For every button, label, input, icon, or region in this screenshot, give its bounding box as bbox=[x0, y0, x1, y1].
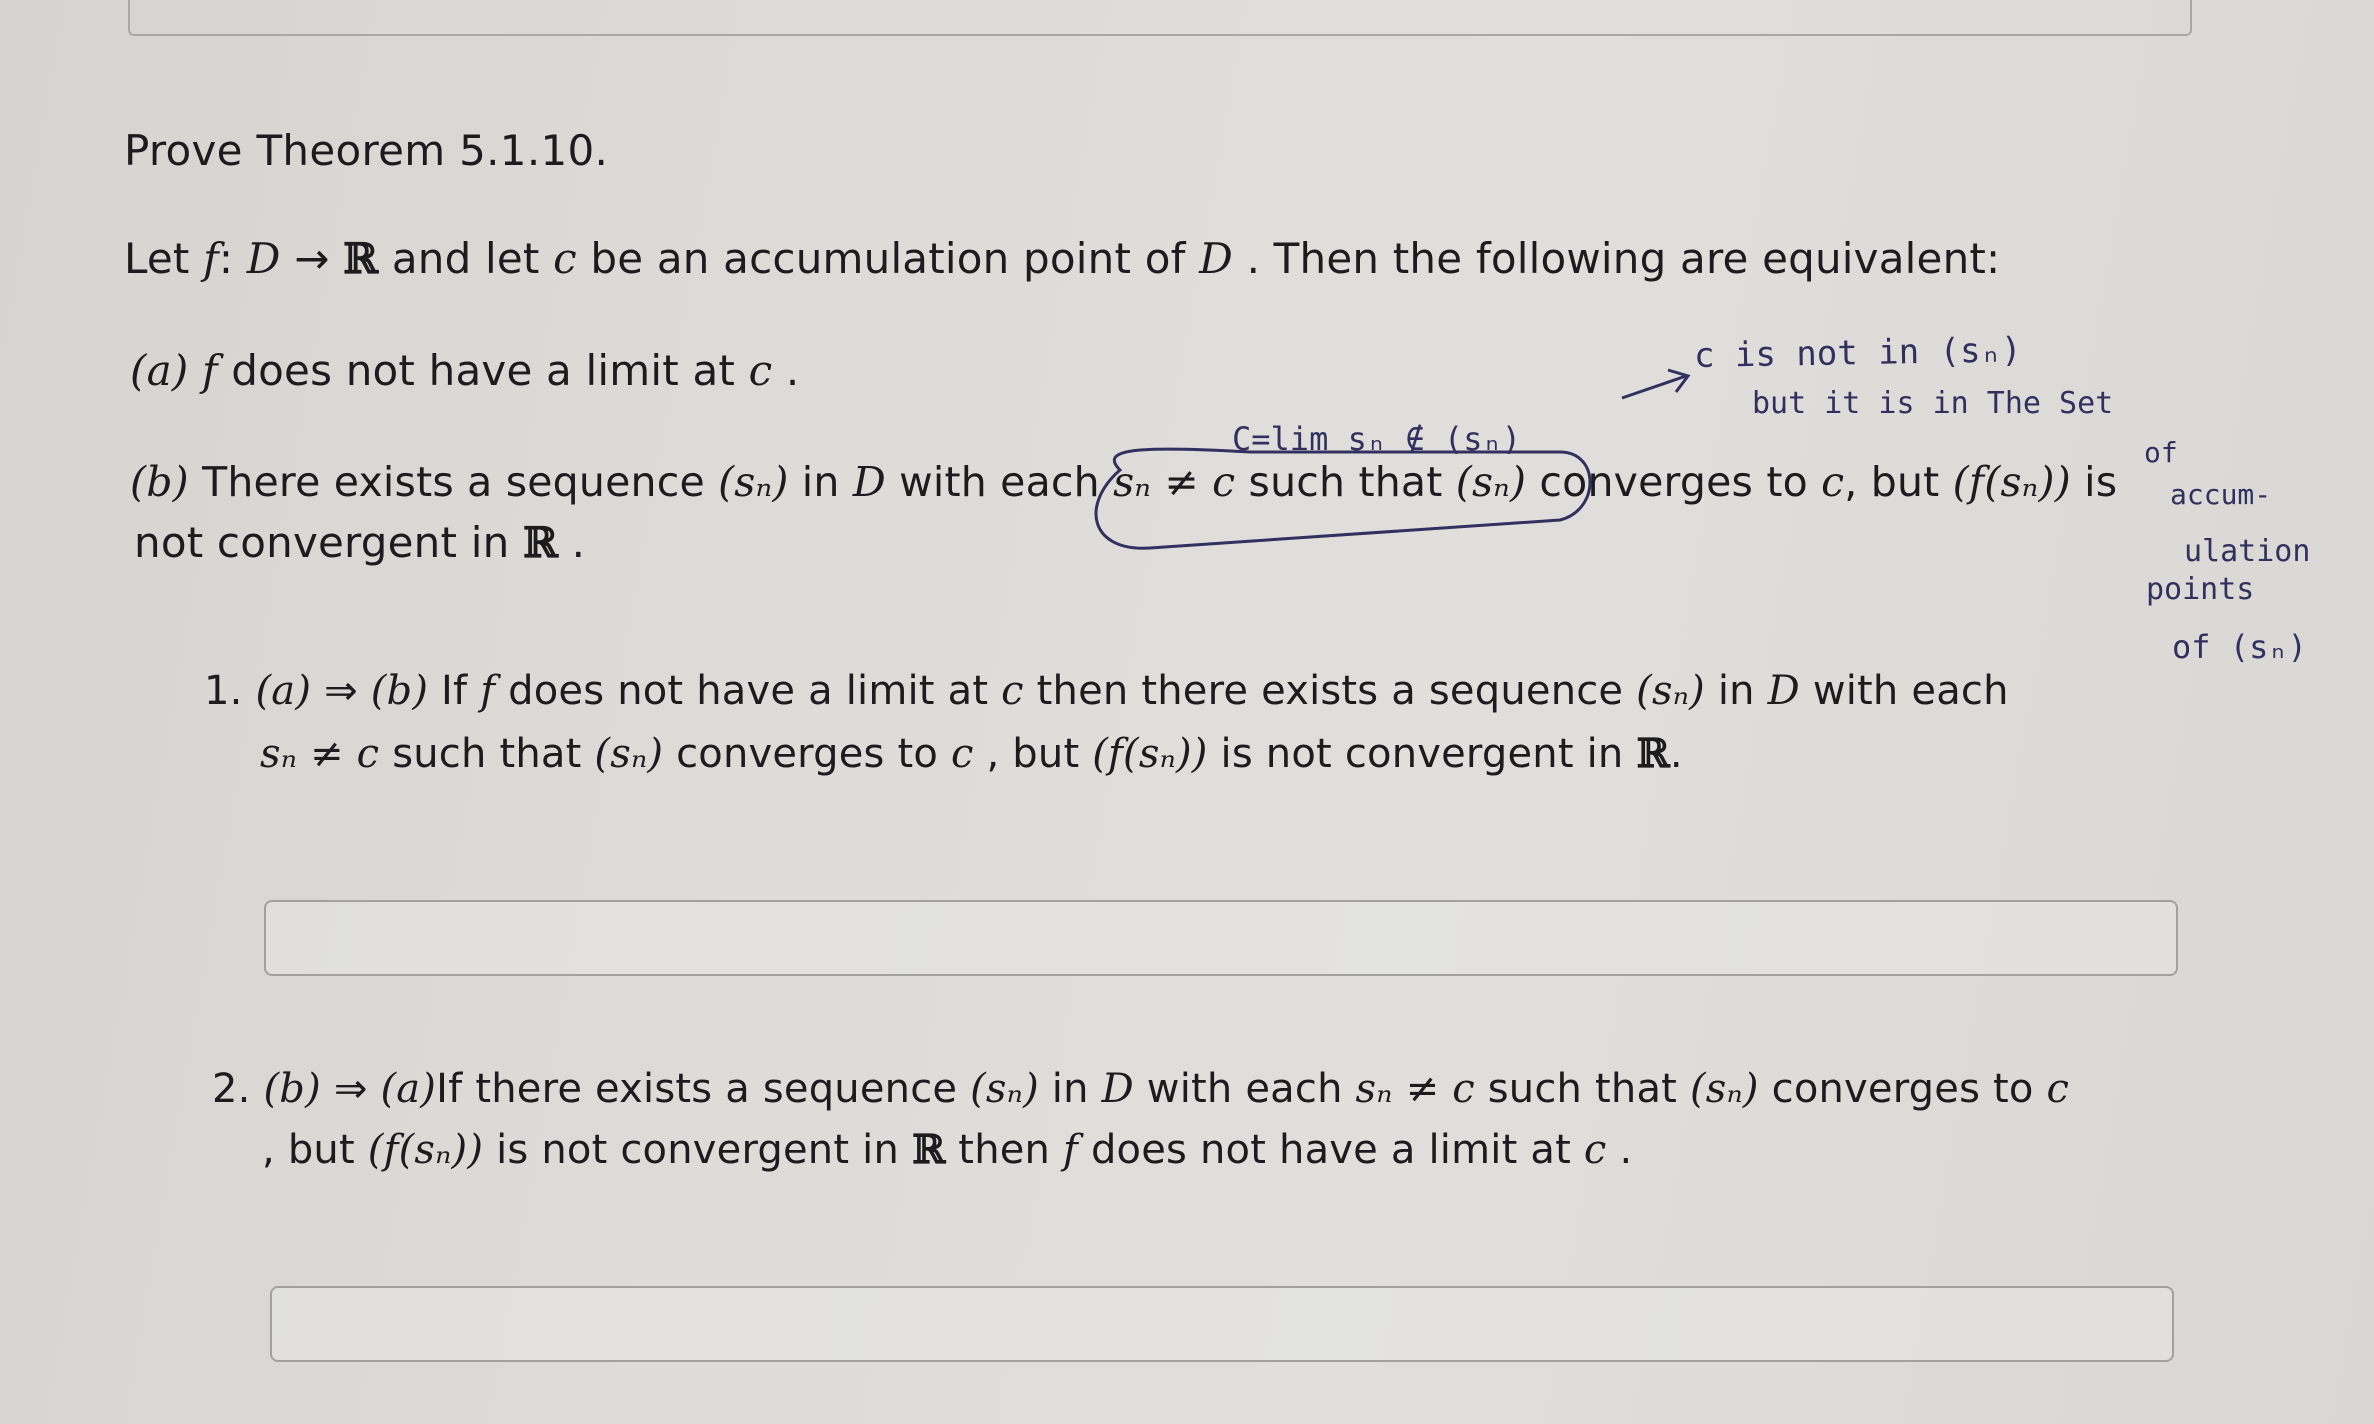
handwritten-note-limit: C=lim sₙ ∉ (sₙ) bbox=[1232, 420, 1521, 458]
arrow-line bbox=[1622, 376, 1686, 398]
handwritten-note-of: of bbox=[2144, 436, 2178, 469]
condition-b: (b) There exists a sequence (sₙ) in D with each sₙ ≠ c such that (sₙ) converges to c, but (f(sₙ)) is bbox=[130, 458, 2118, 506]
proof-item-2: 2. (b) ⇒ (a)If there exists a sequence (sₙ) in D with each sₙ ≠ c such that (sₙ) converges to c bbox=[212, 1066, 2070, 1112]
page-title: Prove Theorem 5.1.10. bbox=[124, 126, 609, 175]
proof-item-1-continued: sₙ ≠ c such that (sₙ) converges to c , but (f(sₙ)) is not convergent in ℝ. bbox=[260, 730, 1683, 777]
handwritten-note-points: points bbox=[2146, 572, 2255, 607]
handwritten-note-accum: accum- bbox=[2170, 478, 2272, 511]
condition-b-continued: not convergent in ℝ . bbox=[134, 518, 586, 567]
condition-a: (a) f does not have a limit at c . bbox=[130, 346, 800, 395]
handwritten-note-of-sn: of (sₙ) bbox=[2172, 628, 2307, 666]
circled-phrase bbox=[1096, 449, 1590, 548]
handwritten-note-but-in-set: but it is in The Set bbox=[1752, 386, 2114, 421]
handwritten-note-ulation: ulation bbox=[2184, 534, 2311, 569]
proof-item-1: 1. (a) ⇒ (b) If f does not have a limit at c then there exists a sequence (sₙ) in D with each bbox=[204, 668, 2009, 714]
proof-item-2-continued: , but (f(sₙ)) is not convergent in ℝ then f does not have a limit at c . bbox=[262, 1126, 1633, 1173]
theorem-statement: Let f: D → ℝ and let c be an accumulation point of D . Then the following are equivalent: bbox=[124, 234, 2001, 283]
handwritten-note-c-not-in: c is not in (sₙ) bbox=[1693, 330, 2022, 376]
